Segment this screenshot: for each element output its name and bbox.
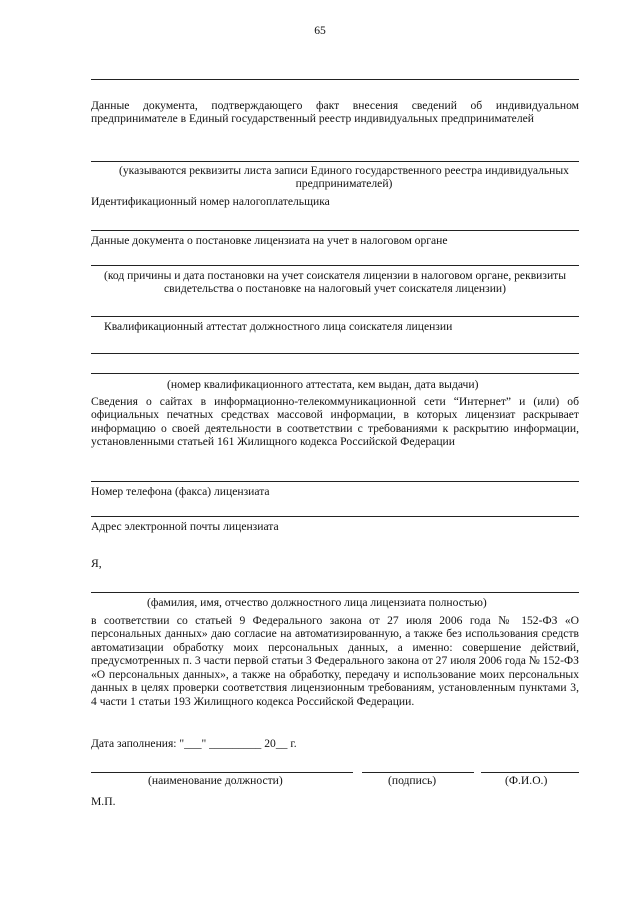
tax-registration-hint: (код причины и дата постановки на учет соискателя лицензии в налоговом органе, реквизиты свидетельства о постановке на налоговый учет соискателя лицензии) [103, 269, 567, 296]
signature-hint: (подпись) [388, 774, 437, 787]
qualification-top-line [91, 316, 579, 317]
position-hint: (наименование должности) [148, 774, 283, 787]
egrip-data-label: Данные документа, подтверждающего факт внесения сведений об индивидуальном предпринимателе в Единый государственный реестр индивидуальных предпринимателей [91, 99, 579, 126]
position-line [91, 772, 353, 773]
qualification-line [91, 373, 579, 374]
websites-line [91, 481, 579, 482]
email-label: Адрес электронной почты лицензиата [91, 520, 279, 533]
tax-registration-label: Данные документа о постановке лицензиата на учет в налоговом органе [91, 234, 448, 247]
fio-line [481, 772, 579, 773]
date-fill: Дата заполнения: "___" _________ 20__ г. [91, 737, 297, 750]
page-number: 65 [314, 24, 326, 37]
qualification-hint: (номер квалификационного аттестата, кем выдан, дата выдачи) [167, 378, 479, 391]
inn-label: Идентификационный номер налогоплательщика [91, 195, 330, 208]
websites-label: Сведения о сайтах в информационно-телекоммуникационной сети “Интернет” и (или) об официальных печатных средствах массовой информации, в которых лицензиат раскрывает информацию о своей деятельности в соответствии с требованиями к раскрытию информации, установленными статьей 161 Жилищного кодекса Российской Федерации [91, 395, 579, 449]
signature-line [362, 772, 474, 773]
phone-line [91, 516, 579, 517]
inn-line [91, 230, 579, 231]
full-name-line [91, 592, 579, 593]
phone-label: Номер телефона (факса) лицензиата [91, 485, 270, 498]
fio-hint: (Ф.И.О.) [505, 774, 548, 787]
tax-registration-line [91, 265, 579, 266]
consent-text: в соответствии со статьей 9 Федерального закона от 27 июля 2006 года № 152-ФЗ «О персональных данных» даю согласие на автоматизированную, а также без использования средств автоматизации обработку моих персональных данных, а именно: совершение действий, предусмотренных п. 3 части первой статьи 3 Федерального закона от 27 июля 2006 года № 152-ФЗ «О персональных данных», а также на обработку, передачу и использование моих персональных данных в целях проверки соответствия лицензионным требованиям, установленным пунктами 3, 4 части 1 статьи 193 Жилищного кодекса Российской Федерации. [91, 614, 579, 708]
qualification-line [91, 353, 579, 354]
full-name-hint: (фамилия, имя, отчество должностного лица лицензиата полностью) [147, 596, 487, 609]
blank-line [91, 79, 579, 80]
stamp-place: М.П. [91, 795, 116, 808]
egrip-data-line [91, 161, 579, 162]
consent-ya: Я, [91, 557, 102, 570]
egrip-data-hint: (указываются реквизиты листа записи Единого государственного реестра индивидуальных предпринимателей) [119, 164, 569, 191]
qualification-label: Квалификационный аттестат должностного лица соискателя лицензии [104, 320, 453, 333]
